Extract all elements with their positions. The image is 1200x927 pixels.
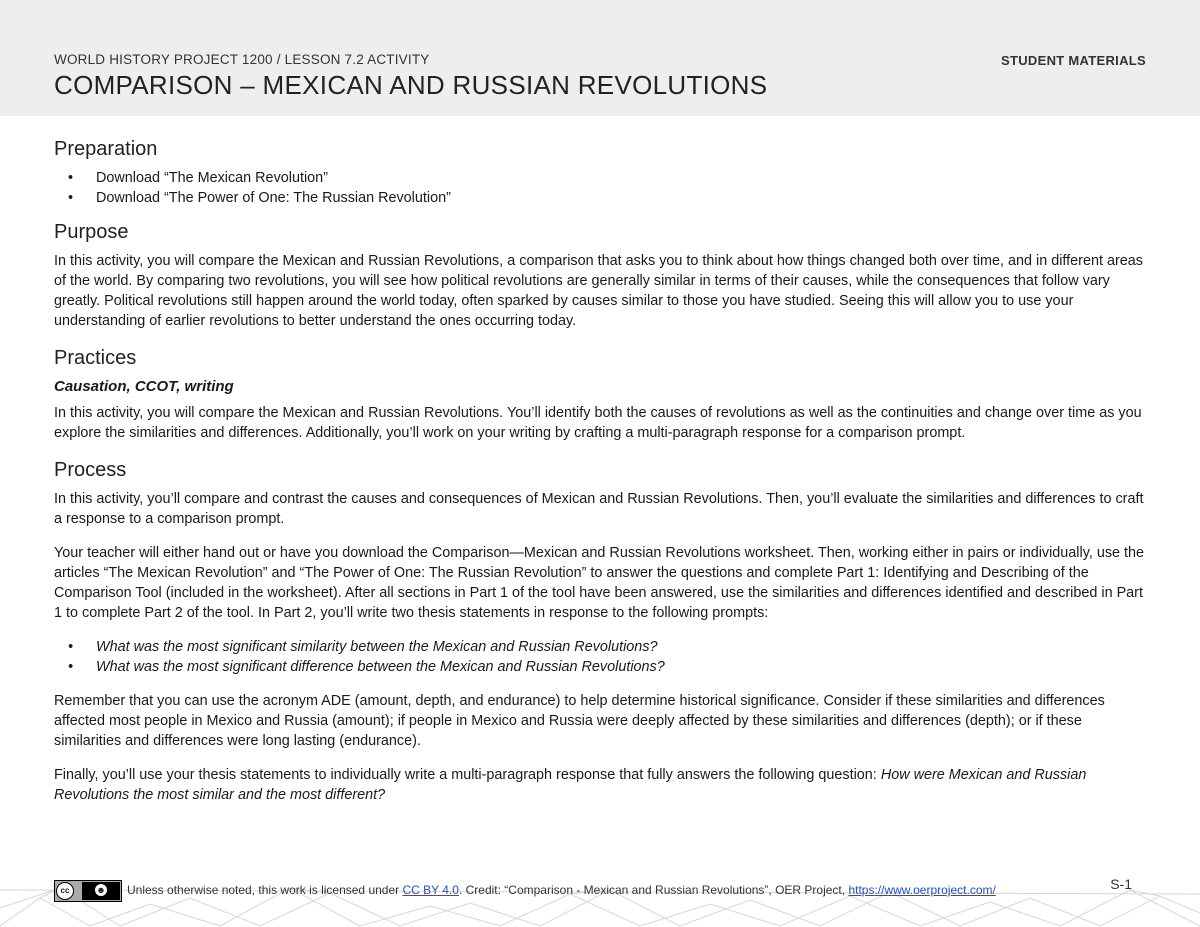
purpose-heading: Purpose [54,221,129,243]
lesson-kicker: WORLD HISTORY PROJECT 1200 / LESSON 7.2 ACTIVITY [54,52,430,67]
page-title: COMPARISON – MEXICAN AND RUSSIAN REVOLUTIONS [54,70,768,100]
practices-subheading: Causation, CCOT, writing [54,378,234,395]
credit-text: . Credit: “Comparison - Mexican and Russian Revolutions”, OER Project, [458,883,849,897]
practices-body: In this activity, you will compare the Mexican and Russian Revolutions. You’ll identify both the causes of revolutions as well as the continuities and change over time as you explore the similarities and differences. Additionally, you’ll work on your writing by crafting a multi-paragraph response for a comparison prompt. [54,405,1142,441]
footer [0,868,1200,927]
process-paragraph-2: Your teacher will either hand out or have you download the Comparison—Mexican and Russian Revolutions worksheet. Then, working either in pairs or individually, use the articles “The Mexican Revolution” and “The Power of One: The Russian Revolution” to answer the questions and complete Part 1: Identifying and Describing of the Comparison Tool (included in the worksheet). After all sections in Part 1 of the tool have been answered, use the similarities and differences identified and described in Part 1 to complete Part 2 of the tool. In Part 2, you’ll write two thesis statements in response to the following prompts: [54,545,1145,621]
purpose-body: In this activity, you will compare the Mexican and Russian Revolutions, a comparison that asks you to think about how things changed both over time, and in different areas of the world. By comparing two revolutions, you will see how political revolutions are generally similar in terms of their causes, while the consequences that follow vary greatly. Political revolutions still happen around the world today, often sparked by causes similar to those you have studied. Seeing this will allow you to use your understanding of earlier revolutions to better understand the ones occurring today. [54,253,1143,329]
process-heading: Process [54,459,127,481]
preparation-item: • Download “The Mexican Revolution” [54,168,1146,188]
final-question: How were Mexican and Russian Revolutions the most similar and the most different? [54,767,1087,803]
license-lead: Unless otherwise noted, this work is licensed under [127,883,403,897]
license-link[interactable]: CC BY 4.0 [402,883,459,897]
preparation-heading: Preparation [54,138,158,160]
creative-commons-badge [54,880,122,902]
license-text [127,883,996,897]
practices-heading: Practices [54,347,137,369]
process-paragraph-3: Remember that you can use the acronym ADE (amount, depth, and endurance) to help determine historical significance. Consider if these similarities and differences affected most people in Mexico and Russia (amount); if people in Mexico and Russia were deeply affected by these similarities and differences (depth); or if these similarities and differences were long lasting (endurance). [54,693,1105,749]
main-content [54,136,1146,805]
thesis-prompt: • What was the most significant difference between the Mexican and Russian Revolutions? [54,657,1146,677]
oer-project-link[interactable]: https://www.oerproject.com/ [848,883,996,897]
preparation-item: • Download “The Power of One: The Russian Revolution” [54,188,1146,208]
final-instruction: Finally, you’ll use your thesis statements to individually write a multi-paragraph response that fully answers the following question: [54,767,881,783]
thesis-prompt: • What was the most significant similarity between the Mexican and Russian Revolutions? [54,637,1146,657]
footer-triangle-pattern [0,868,1200,927]
process-paragraph-1: In this activity, you’ll compare and contrast the causes and consequences of Mexican and Russian Revolutions. Then, you’ll evaluate the similarities and differences to craft a response to a comparison prompt. [54,491,1144,527]
by-icon [82,882,120,900]
thesis-prompt-list [54,637,1146,677]
preparation-list [54,168,1146,208]
student-materials-tag: STUDENT MATERIALS [1001,53,1146,68]
process-paragraph-4 [54,765,1146,805]
attribution-person-icon: ☻ [94,883,108,897]
page-number: S-1 [1110,876,1132,892]
cc-icon: cc [56,882,74,900]
